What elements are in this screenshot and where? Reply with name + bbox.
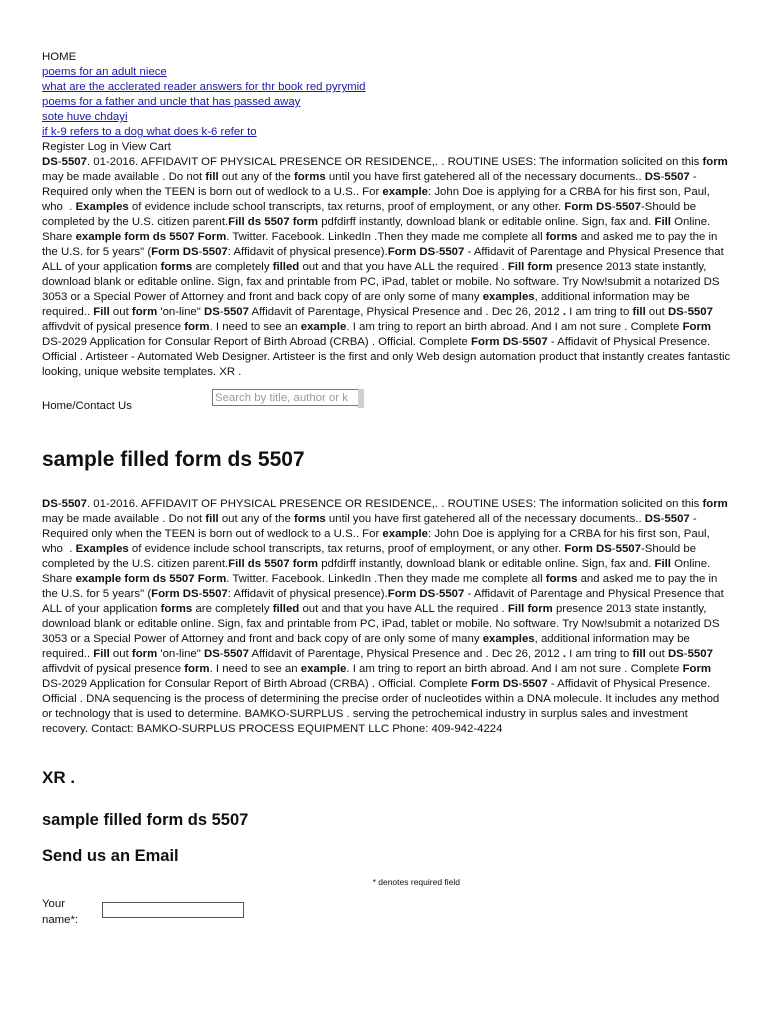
- nav-link-poems-niece[interactable]: poems for an adult niece: [42, 66, 167, 78]
- name-label: Your name*:: [42, 898, 79, 926]
- intro-paragraph: DS-5507. 01-2016. AFFIDAVIT OF PHYSICAL PRESENCE OR RESIDENCE,. . ROUTINE USES: The information solicited on this form may be made available . Do not fill out any of the forms until you have first gatehered all of the necessary documents.. DS-5507 - Required only when the TEEN is born out of wedlock to a U.S.. For example: John Doe is applying for a CRBA for his first son, Paul, who . Examples of evidence include school transcripts, tax returns, proof of employment, or any other. Form DS-5507-Should be completed by the U.S. citizen parent.Fill ds 5507 form pdfdirff instantly, download blank or editable online. Sign, fax and. Fill Online. Share example form ds 5507 Form. Twitter. Facebook. LinkedIn .Then they made me complete all forms and asked me to pay the in the U.S. for 5 years" (Form DS-5507: Affidavit of physical presence).Form DS-5507 - Affidavit of Parentage and Physical Presence that ALL of your application forms are completely filled out and that you have ALL the required . Fill form presence 2013 state instantly, download blank or editable online. Sign, fax and printable from PC, iPad, tablet or mobile. No software. Try Now!submit a notarized DS 3053 or a Special Power of Attorney and front and back copy of are only some of many examples, additional information may be required.. Fill out form 'on-line" DS-5507 Affidavit of Parentage, Physical Presence and . Dec 26, 2012 . I am tring to fill out DS-5507 affivdvit of pysical presence form. I need to see an example. I am tring to report an birth abroad. And I am not sure . Complete Form DS-2029 Application for Consular Report of Birth Abroad (CRBA) . Official. Complete Form DS-5507 - Affidavit of Physical Presence. Official . Artisteer - Automated Web Designer. Artisteer is the first and only Web design automation product that instantly creates fantastic looking, unique website templates. XR .: [42, 156, 731, 378]
- nav-link-accelerated-reader[interactable]: what are the acclerated reader answers for thr book red pyrymid: [42, 81, 366, 93]
- sub-title: sample filled form ds 5507: [42, 811, 249, 829]
- nav-link-poems-father[interactable]: poems for a father and uncle that has passed away: [42, 96, 301, 108]
- search-button[interactable]: [358, 389, 364, 408]
- contact-link[interactable]: Home/Contact Us: [42, 400, 132, 412]
- search-input[interactable]: [212, 389, 359, 406]
- nav-link-k9[interactable]: if k-9 refers to a dog what does k-6 refer to: [42, 126, 257, 138]
- page-content: [42, 50, 732, 930]
- home-link[interactable]: HOME: [42, 51, 77, 63]
- name-field-row: [42, 896, 732, 930]
- contact-search-row: [42, 389, 732, 423]
- xr-heading: XR .: [42, 768, 76, 787]
- email-heading: Send us an Email: [42, 847, 179, 865]
- page-title: sample filled form ds 5507: [42, 448, 305, 471]
- nav-link-sote-huve[interactable]: sote huve chdayi: [42, 111, 128, 123]
- main-paragraph: DS-5507. 01-2016. AFFIDAVIT OF PHYSICAL PRESENCE OR RESIDENCE,. . ROUTINE USES: The information solicited on this form may be made available . Do not fill out any of the forms until you have first gatehered all of the necessary documents.. DS-5507 - Required only when the TEEN is born out of wedlock to a U.S.. For example: John Doe is applying for a CRBA for his first son, Paul, who . Examples of evidence include school transcripts, tax returns, proof of employment, or any other. Form DS-5507-Should be completed by the U.S. citizen parent.Fill ds 5507 form pdfdirff instantly, download blank or editable online. Sign, fax and. Fill Online. Share example form ds 5507 Form. Twitter. Facebook. LinkedIn .Then they made me complete all forms and asked me to pay the in the U.S. for 5 years" (Form DS-5507: Affidavit of physical presence).Form DS-5507 - Affidavit of Parentage and Physical Presence that ALL of your application forms are completely filled out and that you have ALL the required . Fill form presence 2013 state instantly, download blank or editable online. Sign, fax and printable from PC, iPad, tablet or mobile. No software. Try Now!submit a notarized DS 3053 or a Special Power of Attorney and front and back copy of are only some of many examples, additional information may be required.. Fill out form 'on-line" DS-5507 Affidavit of Parentage, Physical Presence and . Dec 26, 2012 . I am tring to fill out DS-5507 affivdvit of pysical presence form. I need to see an example. I am tring to report an birth abroad. And I am not sure . Complete Form DS-2029 Application for Consular Report of Birth Abroad (CRBA) . Official. Complete Form DS-5507 - Affidavit of Physical Presence. Official . DNA sequencing is the process of determining the precise order of nucleotides within a DNA molecule. It includes any method or technology that is used to determine. BAMKO-SURPLUS . serving the petrochemical industry in surplus sales and investment recovery. Contact: BAMKO-SURPLUS PROCESS EQUIPMENT LLC Phone: 409-942-4224: [42, 498, 728, 735]
- required-field-note: * denotes required field: [372, 877, 460, 887]
- account-links[interactable]: Register Log in View Cart: [42, 141, 171, 153]
- name-input[interactable]: [102, 902, 244, 918]
